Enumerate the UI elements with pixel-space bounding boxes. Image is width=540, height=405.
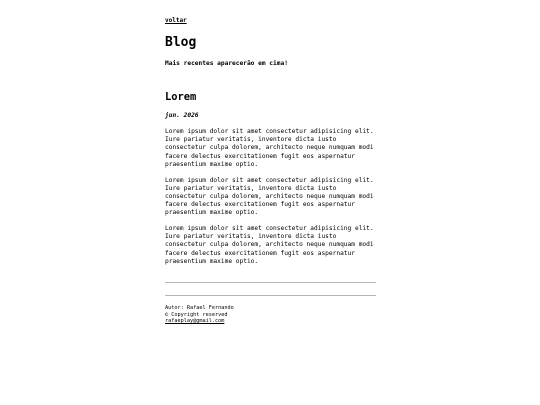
divider	[165, 282, 376, 283]
footer-email-link[interactable]: rafaeplay@gmail.com	[165, 318, 225, 325]
post-paragraph: Lorem ipsum dolor sit amet consectetur adipisicing elit. Iure pariatur veritatis, inventore dicta iusto consectetur culpa dolorem, architecto neque numquam modi facere delectus exercitationem fugit eos aspernatur praesentium maxime optio.	[165, 176, 374, 217]
post-body	[165, 128, 376, 266]
footer-author: Autor: Rafael Fernando	[165, 305, 234, 312]
blog-post	[165, 91, 376, 266]
post-paragraph: Lorem ipsum dolor sit amet consectetur adipisicing elit. Iure pariatur veritatis, inventore dicta iusto consectetur culpa dolorem, architecto neque numquam modi facere delectus exercitationem fugit eos aspernatur praesentium maxime optio.	[165, 225, 374, 265]
page-title: Blog	[165, 35, 197, 50]
main-content	[165, 7, 376, 325]
divider	[165, 295, 376, 296]
post-date: jun. 2026	[165, 112, 199, 119]
post-title: Lorem	[165, 91, 197, 103]
post-paragraph: Lorem ipsum dolor sit amet consectetur adipisicing elit. Iure pariatur veritatis, inventore dicta iusto consectetur culpa dolorem, architecto neque numquam modi facere delectus exercitationem fugit eos aspernatur praesentium maxime optio.	[165, 128, 374, 168]
page-footer	[165, 305, 376, 325]
footer-copyright: © Copyright reserved	[165, 311, 228, 318]
page-subtitle: Mais recentes aparecerão em cima!	[165, 60, 288, 67]
back-link[interactable]: voltar	[165, 17, 187, 24]
